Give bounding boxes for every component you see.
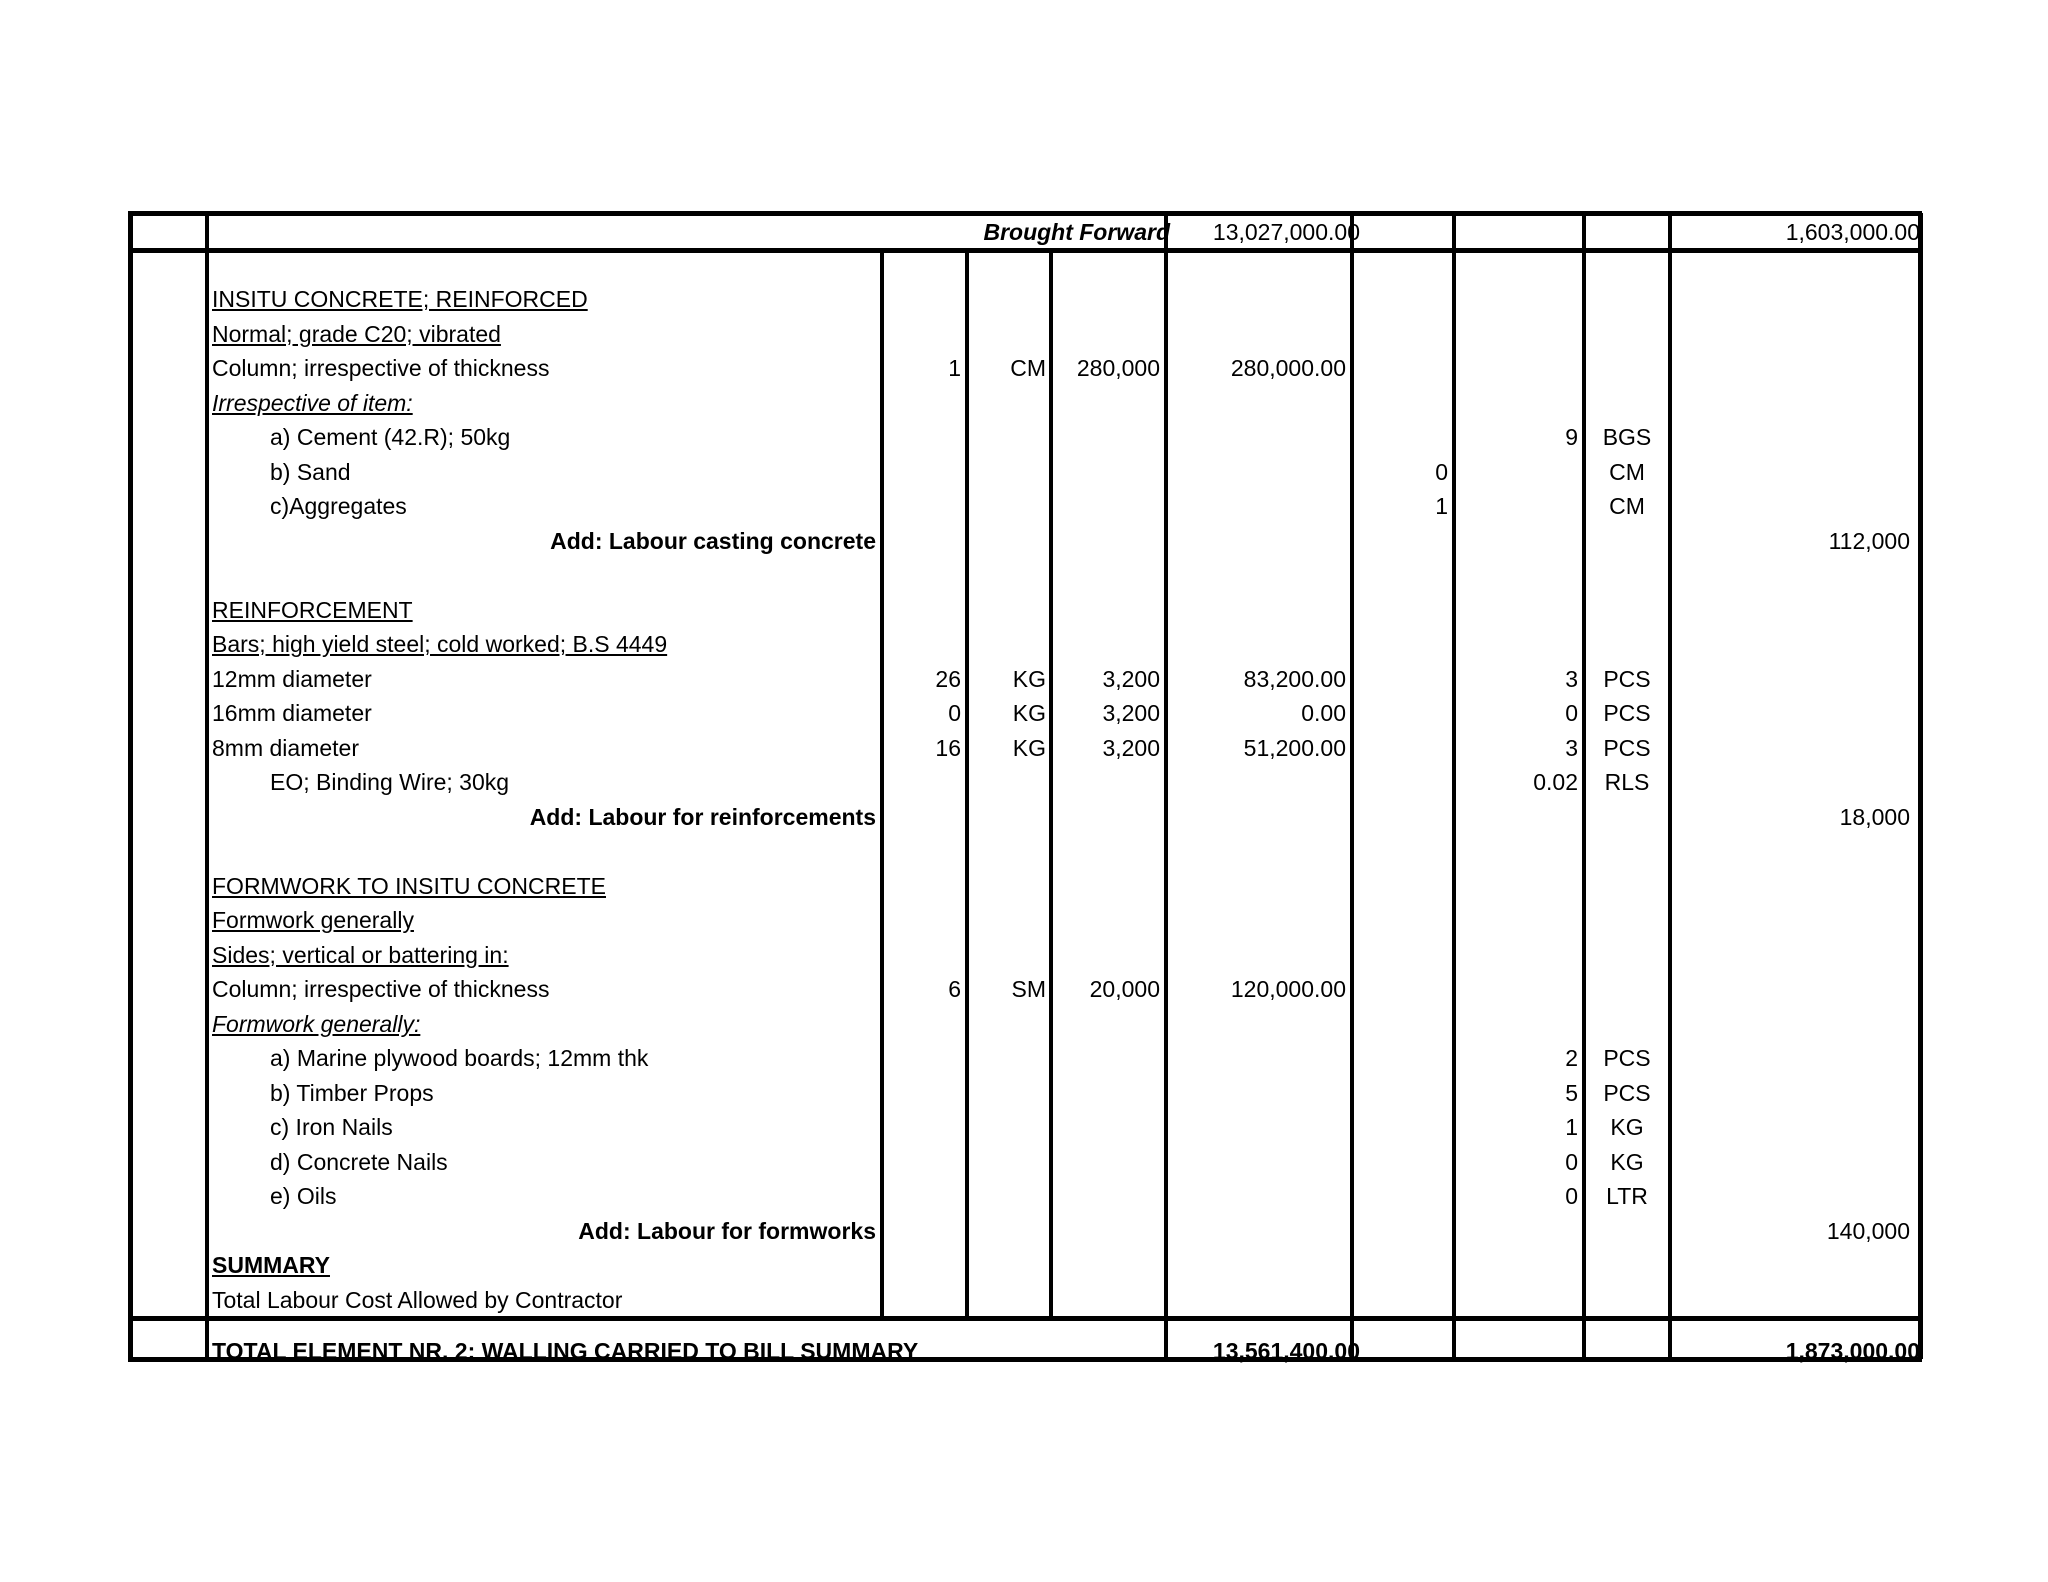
row-amount: 51,200.00	[1243, 734, 1346, 761]
row-description: b) Timber Props	[270, 1079, 434, 1106]
row-rate: 3,200	[1102, 734, 1160, 761]
row-material-unit: PCS	[1603, 1045, 1651, 1071]
inner-column-divider-0	[880, 250, 884, 1318]
row-material-unit: CM	[1609, 458, 1645, 485]
brought-forward-labour-total: 1,603,000.00	[1785, 219, 1920, 245]
row-description: d) Concrete Nails	[270, 1148, 448, 1175]
row-material-unit: RLS	[1604, 769, 1650, 795]
inner-column-divider-2	[1049, 250, 1053, 1318]
row-description: Add: Labour casting concrete	[550, 527, 876, 554]
row-rate: 3,200	[1102, 700, 1160, 726]
row-unit: KG	[1012, 700, 1046, 726]
total-element-labour: 1,873,000.00	[1785, 1338, 1920, 1364]
row-material-unit: KG	[1610, 1114, 1644, 1140]
row-description: 16mm diameter	[212, 700, 372, 726]
row-quantity: 16	[935, 734, 961, 761]
row-unit: KG	[1012, 665, 1046, 692]
row-amount: 120,000.00	[1230, 976, 1346, 1002]
row-rate: 3,200	[1102, 665, 1160, 692]
row-material-unit: KG	[1610, 1148, 1644, 1175]
row-material-qty-alt: 1	[1565, 1114, 1578, 1140]
row-description: c) Iron Nails	[270, 1114, 393, 1140]
row-description: Irrespective of item:	[212, 389, 413, 416]
row-material-qty-alt: 2	[1565, 1045, 1578, 1071]
row-description: b) Sand	[270, 458, 351, 485]
row-rate: 20,000	[1089, 976, 1160, 1002]
header-bottom-border	[128, 248, 1922, 253]
row-description: Add: Labour for reinforcements	[529, 803, 876, 830]
row-material-qty: 1	[1435, 493, 1448, 519]
row-quantity: 6	[948, 976, 961, 1002]
column-divider-3	[1582, 213, 1586, 1359]
brought-forward-label: Brought Forward	[983, 219, 1170, 245]
row-description: Column; irrespective of thickness	[212, 976, 550, 1002]
row-description: FORMWORK TO INSITU CONCRETE	[212, 872, 606, 899]
row-material-qty-alt: 0.02	[1533, 769, 1578, 795]
row-quantity: 0	[948, 700, 961, 726]
column-divider-1	[1350, 213, 1354, 1359]
row-material-unit: PCS	[1603, 1079, 1651, 1106]
row-description: Column; irrespective of thickness	[212, 355, 550, 381]
row-material-qty-alt: 3	[1565, 734, 1578, 761]
row-description: Formwork generally:	[212, 1010, 421, 1037]
brought-forward-amount: 13,027,000.00	[1212, 219, 1360, 245]
row-description: SUMMARY	[212, 1252, 330, 1278]
row-unit: CM	[1010, 355, 1046, 381]
row-description: a) Cement (42.R); 50kg	[270, 424, 511, 450]
inner-column-divider-1	[965, 250, 969, 1318]
row-amount: 83,200.00	[1243, 665, 1346, 692]
row-unit: SM	[1011, 976, 1046, 1002]
row-material-qty-alt: 0	[1565, 1148, 1578, 1175]
row-description: Normal; grade C20; vibrated	[212, 320, 501, 347]
header-top-border	[128, 211, 1922, 216]
row-material-qty-alt: 0	[1565, 1183, 1578, 1209]
row-material-unit: LTR	[1606, 1183, 1648, 1209]
row-material-unit: PCS	[1603, 700, 1651, 726]
row-material-qty-alt: 3	[1565, 665, 1578, 692]
row-description: Formwork generally	[212, 907, 414, 933]
row-unit: KG	[1012, 734, 1046, 761]
footer-top-border	[128, 1316, 1922, 1321]
total-element-amount: 13,561,400.00	[1212, 1338, 1360, 1364]
row-description: Sides; vertical or battering in:	[212, 941, 509, 968]
row-quantity: 1	[948, 355, 961, 381]
row-material-qty-alt: 9	[1565, 424, 1578, 450]
item-column-divider	[205, 213, 209, 1359]
column-divider-0	[1164, 213, 1168, 1359]
total-element-label: TOTAL ELEMENT NR. 2: WALLING CARRIED TO BILL SUMMARY	[212, 1338, 919, 1364]
row-description: Total Labour Cost Allowed by Contractor	[212, 1286, 623, 1313]
row-description: a) Marine plywood boards; 12mm thk	[270, 1045, 649, 1071]
row-description: 12mm diameter	[212, 665, 372, 692]
column-divider-2	[1452, 213, 1456, 1359]
row-material-qty: 0	[1435, 458, 1448, 485]
row-amount: 0.00	[1301, 700, 1346, 726]
left-border	[128, 213, 133, 1359]
row-description: Bars; high yield steel; cold worked; B.S 4449	[212, 631, 668, 657]
row-description: INSITU CONCRETE; REINFORCED	[212, 286, 588, 312]
row-material-unit: CM	[1609, 493, 1645, 519]
row-labour: 140,000	[1826, 1217, 1910, 1244]
row-material-unit: BGS	[1602, 424, 1652, 450]
row-description: c)Aggregates	[270, 493, 407, 519]
row-material-qty-alt: 5	[1565, 1079, 1578, 1106]
row-quantity: 26	[935, 665, 961, 692]
row-rate: 280,000	[1076, 355, 1160, 381]
row-description: e) Oils	[270, 1183, 337, 1209]
row-material-unit: PCS	[1603, 665, 1651, 692]
row-description: 8mm diameter	[212, 734, 359, 761]
row-description: EO; Binding Wire; 30kg	[270, 769, 510, 795]
row-labour: 18,000	[1839, 803, 1910, 830]
right-border	[1918, 213, 1923, 1359]
row-description: REINFORCEMENT	[212, 596, 413, 623]
row-description: Add: Labour for formworks	[578, 1217, 876, 1244]
row-amount: 280,000.00	[1230, 355, 1346, 381]
row-labour: 112,000	[1828, 527, 1910, 554]
row-material-qty-alt: 0	[1565, 700, 1578, 726]
column-divider-4	[1668, 213, 1672, 1359]
row-material-unit: PCS	[1603, 734, 1651, 761]
